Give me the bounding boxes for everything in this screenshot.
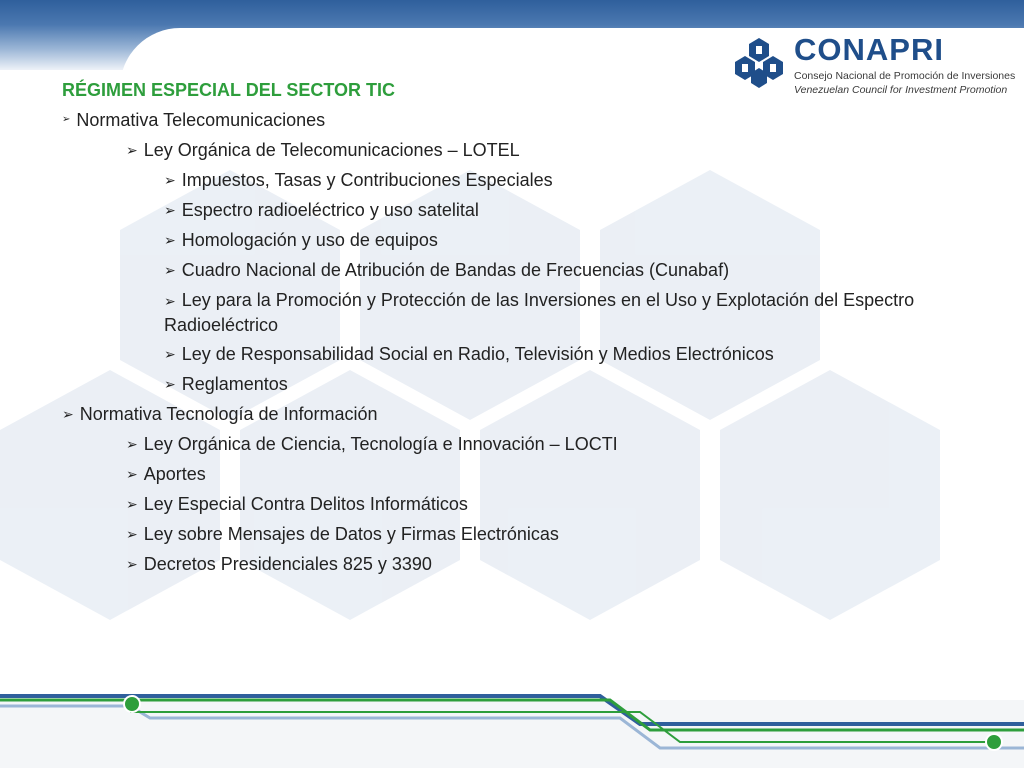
logo-wordmark: CONAPRI <box>794 32 944 67</box>
list-item-text: Ley sobre Mensajes de Datos y Firmas Electrónicas <box>143 524 559 544</box>
footer-decoration <box>0 680 1024 768</box>
list-item <box>62 108 325 132</box>
list-item <box>164 258 729 282</box>
bullet-arrow-icon: ➢ <box>164 346 176 362</box>
bullet-arrow-icon: ➢ <box>164 376 176 392</box>
bullet-arrow-icon: ➢ <box>62 114 71 125</box>
list-item <box>62 402 378 426</box>
list-item-text: Normativa Telecomunicaciones <box>76 110 326 130</box>
list-item <box>164 288 934 337</box>
list-item <box>164 342 774 366</box>
bullet-arrow-icon: ➢ <box>164 262 176 278</box>
bullet-arrow-icon: ➢ <box>164 172 176 188</box>
list-item <box>126 432 618 456</box>
footer-dot-right <box>986 734 1002 750</box>
list-item-text: Homologación y uso de equipos <box>181 230 438 250</box>
list-item-text: Cuadro Nacional de Atribución de Bandas de Frecuencias (Cunabaf) <box>181 260 730 280</box>
list-item-text: Normativa Tecnología de Información <box>79 404 378 424</box>
bullet-arrow-icon: ➢ <box>164 293 176 309</box>
footer-dot-left <box>124 696 140 712</box>
list-item <box>126 522 559 546</box>
list-item-text: Ley Orgánica de Telecomunicaciones – LOTEL <box>143 140 520 160</box>
list-item <box>164 228 438 252</box>
list-item-text: Aportes <box>143 464 206 484</box>
list-item <box>126 552 432 576</box>
conapri-logo <box>732 28 1016 104</box>
bullet-arrow-icon: ➢ <box>126 496 138 512</box>
bullet-arrow-icon: ➢ <box>126 466 138 482</box>
bullet-arrow-icon: ➢ <box>126 526 138 542</box>
list-item <box>164 372 288 396</box>
bullet-arrow-icon: ➢ <box>126 556 138 572</box>
list-item-label: Ley para la Promoción y Protección de las Inversiones en el Uso y Explotación del Espectro Radioeléctrico <box>164 290 915 335</box>
list-item <box>126 138 520 162</box>
logo-subtitle-spanish: Consejo Nacional de Promoción de Inversiones <box>794 70 1016 82</box>
list-item-text: Decretos Presidenciales 825 y 3390 <box>143 554 432 574</box>
list-item <box>126 462 206 486</box>
bullet-arrow-icon: ➢ <box>126 142 138 158</box>
list-item <box>126 492 468 516</box>
list-item <box>164 168 553 192</box>
bullet-arrow-icon: ➢ <box>126 436 138 452</box>
list-item <box>164 198 479 222</box>
bullet-arrow-icon: ➢ <box>164 232 176 248</box>
list-item-text: Ley de Responsabilidad Social en Radio, Televisión y Medios Electrónicos <box>181 344 774 364</box>
list-item-text: Reglamentos <box>181 374 288 394</box>
list-item-text <box>164 288 934 337</box>
bullet-arrow-icon: ➢ <box>164 202 176 218</box>
list-item-text: Ley Especial Contra Delitos Informáticos <box>143 494 468 514</box>
slide-title: RÉGIMEN ESPECIAL DEL SECTOR TIC <box>62 80 396 100</box>
list-item-text: Impuestos, Tasas y Contribuciones Especiales <box>181 170 553 190</box>
conapri-emblem-icon <box>732 36 786 90</box>
list-item-text: Espectro radioeléctrico y uso satelital <box>181 200 479 220</box>
bullet-arrow-icon: ➢ <box>62 406 74 422</box>
list-item-text: Ley Orgánica de Ciencia, Tecnología e Innovación – LOCTI <box>143 434 618 454</box>
logo-subtitle-english: Venezuelan Council for Investment Promotion <box>794 84 1008 96</box>
